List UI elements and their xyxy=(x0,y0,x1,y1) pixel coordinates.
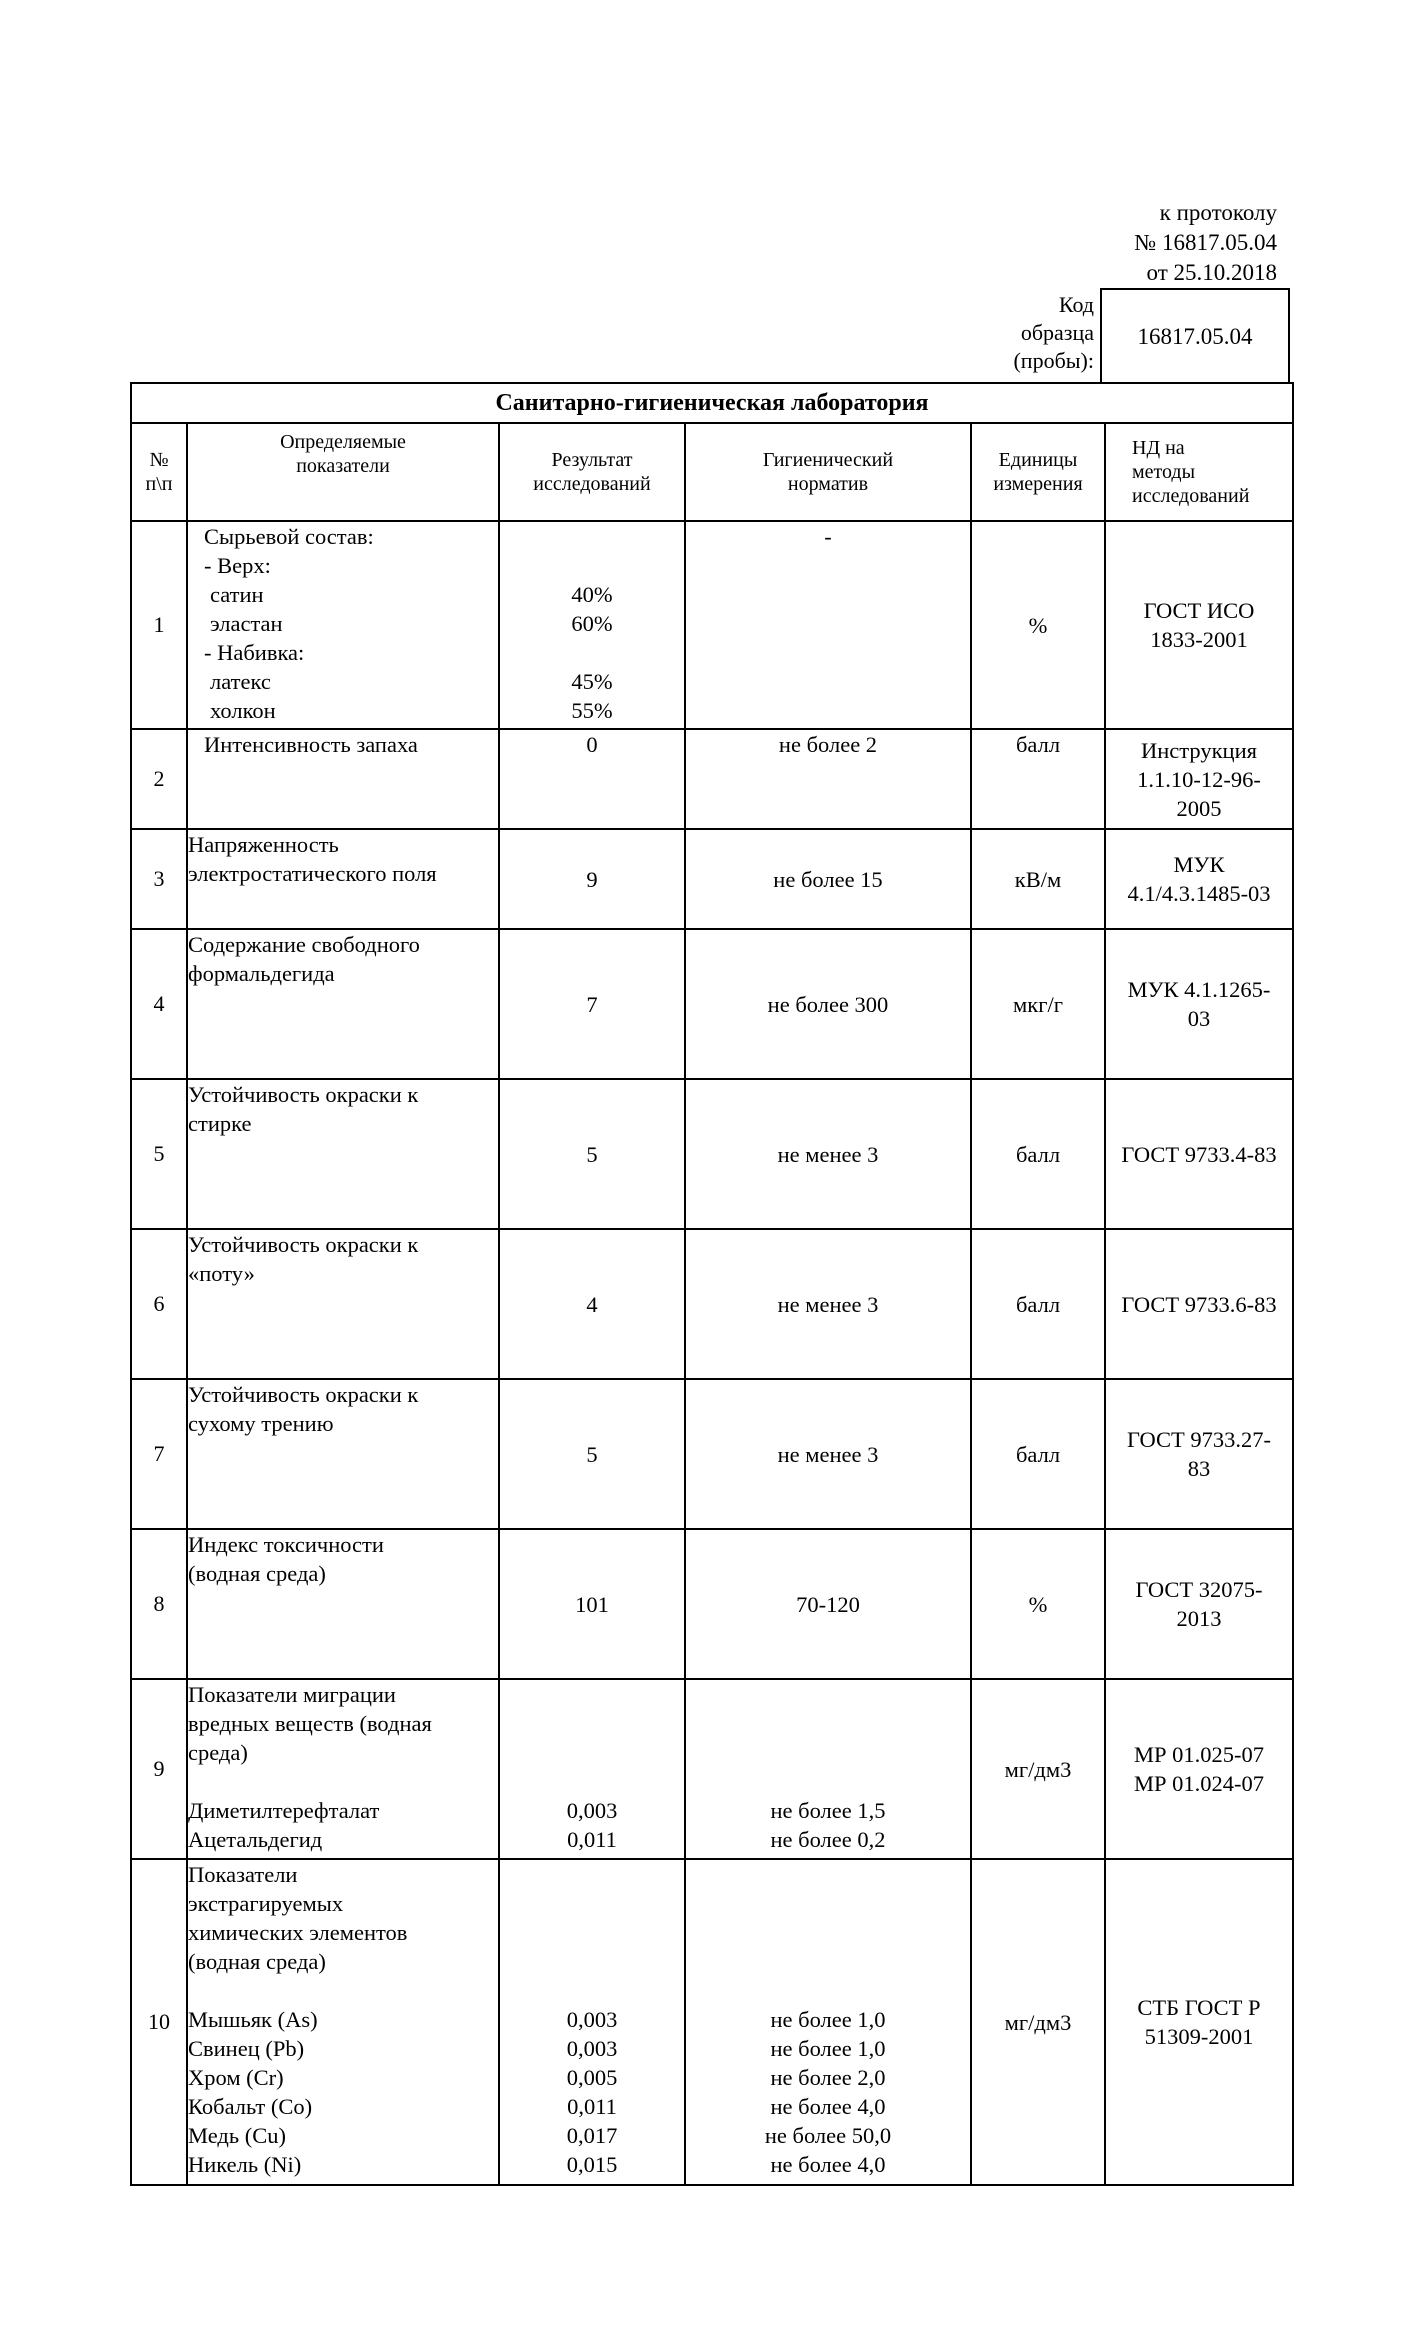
indicator-line: Показатели xyxy=(188,1862,298,1887)
method-line: 51309-2001 xyxy=(1144,2024,1254,2049)
row-number: 1 xyxy=(131,521,187,729)
row-norm xyxy=(685,1859,971,2185)
row-number: 8 xyxy=(131,1529,187,1679)
result-value xyxy=(500,1918,684,1947)
row-norm xyxy=(685,1529,971,1679)
row-norm xyxy=(685,829,971,929)
norm-value xyxy=(686,1767,970,1796)
col-header-result xyxy=(499,423,685,521)
row-indicator xyxy=(187,1079,499,1229)
result-value xyxy=(500,1680,684,1709)
row-result xyxy=(499,1859,685,2185)
indicator-line: эластан xyxy=(210,611,283,636)
result-value xyxy=(500,1947,684,1976)
result-value xyxy=(500,1860,684,1889)
table-row xyxy=(131,1529,1293,1679)
indicator-line: Свинец (Pb) xyxy=(188,2036,305,2061)
results-table xyxy=(130,382,1294,2186)
method-line: 2005 xyxy=(1176,795,1222,821)
indicator-line: Ацетальдегид xyxy=(188,1827,323,1852)
result-value: 9 xyxy=(586,866,598,892)
result-value xyxy=(500,1767,684,1796)
indicator-line: химических элементов xyxy=(188,1920,408,1945)
table-row xyxy=(131,1229,1293,1379)
norm-value: не более 4,0 xyxy=(770,2094,886,2119)
row-units: мг/дм3 xyxy=(971,1859,1105,2185)
row-units: % xyxy=(971,1529,1105,1679)
row-number: 5 xyxy=(131,1079,187,1229)
method-line: ГОСТ 9733.27- xyxy=(1127,1427,1271,1452)
row-result xyxy=(499,1079,685,1229)
row-indicator xyxy=(187,829,499,929)
col-header-line: п\п xyxy=(145,473,173,495)
result-value: 0,003 xyxy=(566,2007,618,2032)
indicator-line: Диметилтерефталат xyxy=(188,1798,380,1823)
result-value: 101 xyxy=(575,1591,609,1617)
indicator-line: формальдегида xyxy=(188,961,335,986)
method-line: Инструкция xyxy=(1141,737,1257,763)
row-indicator xyxy=(187,521,499,729)
row-norm xyxy=(685,929,971,1079)
norm-value xyxy=(686,1860,970,1889)
col-header-line: НД на xyxy=(1132,437,1185,459)
row-method xyxy=(1105,729,1293,829)
col-header-num xyxy=(131,423,187,521)
sample-code-label-line: Код xyxy=(1058,292,1094,317)
col-header-line: исследований xyxy=(533,473,651,495)
result-value xyxy=(500,1976,684,2005)
row-units: мкг/г xyxy=(971,929,1105,1079)
indicator-line: сатин xyxy=(210,582,264,607)
method-line: 1833-2001 xyxy=(1150,627,1248,652)
row-norm xyxy=(685,1229,971,1379)
result-value xyxy=(500,522,684,551)
indicator-line: (водная среда) xyxy=(188,1949,326,1974)
row-method xyxy=(1105,1079,1293,1229)
norm-value xyxy=(686,1709,970,1738)
norm-value: не более 4,0 xyxy=(770,2152,886,2177)
row-indicator xyxy=(187,1379,499,1529)
row-result xyxy=(499,521,685,729)
row-number: 7 xyxy=(131,1379,187,1529)
norm-value xyxy=(686,1976,970,2005)
row-method xyxy=(1105,929,1293,1079)
method-line: 03 xyxy=(1187,1006,1211,1031)
indicator-line: Содержание свободного xyxy=(188,932,420,957)
col-header-line: измерения xyxy=(993,473,1083,495)
indicator-line: Напряженность xyxy=(188,832,339,857)
method-line: 2013 xyxy=(1176,1606,1222,1631)
indicator-line: - Верх: xyxy=(204,553,271,578)
indicator-line: Устойчивость окраски к xyxy=(188,1082,419,1107)
norm-value xyxy=(686,1918,970,1947)
row-result xyxy=(499,729,685,829)
result-value: 40% xyxy=(571,582,613,607)
result-value xyxy=(500,1738,684,1767)
row-number: 4 xyxy=(131,929,187,1079)
result-value: 0,005 xyxy=(566,2065,618,2090)
method-line: МР 01.024-07 xyxy=(1133,1771,1264,1796)
indicator-line xyxy=(188,1767,498,1796)
result-value: 45% xyxy=(571,669,613,694)
table-row xyxy=(131,729,1293,829)
row-units: балл xyxy=(971,1229,1105,1379)
norm-value: не менее 3 xyxy=(777,1141,879,1167)
method-line: МУК 4.1.1265- xyxy=(1127,977,1271,1002)
result-value: 0,015 xyxy=(566,2152,618,2177)
norm-value: не более 50,0 xyxy=(764,2123,892,2148)
row-indicator xyxy=(187,1679,499,1859)
indicator-line: - Набивка: xyxy=(204,640,305,665)
row-result xyxy=(499,1379,685,1529)
col-header-indicator xyxy=(187,423,499,521)
norm-value: не менее 3 xyxy=(777,1291,879,1317)
indicator-line: Устойчивость окраски к xyxy=(188,1232,419,1257)
norm-value: не более 1,0 xyxy=(770,2036,886,2061)
result-value xyxy=(500,638,684,667)
row-method xyxy=(1105,1229,1293,1379)
table-row xyxy=(131,1859,1293,2185)
protocol-header xyxy=(977,198,1277,288)
result-value: 55% xyxy=(571,698,613,723)
result-value: 0,003 xyxy=(566,2036,618,2061)
row-indicator xyxy=(187,1229,499,1379)
indicator-line: экстрагируемых xyxy=(188,1891,344,1916)
norm-value xyxy=(686,1738,970,1767)
indicator-line: Кобальт (Co) xyxy=(188,2094,313,2119)
indicator-line: (водная среда) xyxy=(188,1561,326,1586)
sample-code-value: 16817.05.04 xyxy=(1100,288,1290,384)
col-header-line: Гигиенический xyxy=(762,449,894,471)
norm-value: не более 2,0 xyxy=(770,2065,886,2090)
method-line: 1.1.10-12-96- xyxy=(1137,766,1261,792)
result-value: 5 xyxy=(586,1141,598,1167)
indicator-line: среда) xyxy=(188,1740,248,1765)
row-units: % xyxy=(971,521,1105,729)
row-units: кВ/м xyxy=(971,829,1105,929)
result-value: 5 xyxy=(586,1441,598,1467)
protocol-ref-line: к протоколу xyxy=(1159,200,1277,225)
row-number: 10 xyxy=(131,1859,187,2185)
row-method xyxy=(1105,1859,1293,2185)
result-value: 0 xyxy=(586,732,598,757)
row-method xyxy=(1105,1679,1293,1859)
result-value: 0,017 xyxy=(566,2123,618,2148)
row-method xyxy=(1105,1379,1293,1529)
row-method xyxy=(1105,521,1293,729)
indicator-line: Мышьяк (As) xyxy=(188,2007,318,2032)
indicator-line: стирке xyxy=(188,1111,252,1136)
row-norm xyxy=(685,729,971,829)
table-row xyxy=(131,521,1293,729)
result-value: 4 xyxy=(586,1291,598,1317)
norm-value: не более 300 xyxy=(767,991,889,1017)
indicator-line: латекс xyxy=(210,669,271,694)
sample-code-block xyxy=(980,288,1292,384)
row-units: балл xyxy=(971,729,1105,829)
result-value: 0,011 xyxy=(567,1827,617,1852)
col-header-line: методы xyxy=(1132,461,1196,483)
method-line: МУК xyxy=(1173,852,1225,877)
row-indicator xyxy=(187,1859,499,2185)
result-value: 0,011 xyxy=(567,2094,617,2119)
indicator-line: вредных веществ (водная xyxy=(188,1711,432,1736)
norm-value: - xyxy=(824,524,832,549)
method-line: ГОСТ 9733.6-83 xyxy=(1121,1291,1277,1317)
col-header-method xyxy=(1105,423,1293,521)
indicator-line: «поту» xyxy=(188,1261,255,1286)
norm-value: не более 1,0 xyxy=(770,2007,886,2032)
indicator-line xyxy=(188,1976,498,2005)
col-header-line: исследований xyxy=(1132,485,1250,507)
col-header-line: показатели xyxy=(296,455,390,477)
sample-code-label-line: (пробы): xyxy=(1013,348,1094,373)
col-header-line: норматив xyxy=(787,473,869,495)
row-result xyxy=(499,1229,685,1379)
lab-title: Санитарно-гигиеническая лаборатория xyxy=(131,383,1293,423)
norm-value: не более 2 xyxy=(778,732,878,757)
method-line: ГОСТ 9733.4-83 xyxy=(1121,1141,1277,1167)
row-norm xyxy=(685,1679,971,1859)
col-header-line: Единицы xyxy=(998,449,1078,471)
row-norm xyxy=(685,1079,971,1229)
row-number: 2 xyxy=(131,729,187,829)
row-norm xyxy=(685,521,971,729)
row-result xyxy=(499,1529,685,1679)
sample-code-label xyxy=(980,288,1098,384)
indicator-line: Показатели миграции xyxy=(188,1682,396,1707)
result-value xyxy=(500,1889,684,1918)
protocol-date: от 25.10.2018 xyxy=(1146,260,1277,285)
indicator-line: Никель (Ni) xyxy=(188,2152,302,2177)
protocol-number: № 16817.05.04 xyxy=(1134,230,1277,255)
col-header-norm xyxy=(685,423,971,521)
row-number: 9 xyxy=(131,1679,187,1859)
method-line: 4.1/4.3.1485-03 xyxy=(1127,881,1271,906)
indicator-line: электростатического поля xyxy=(188,861,437,886)
row-units: балл xyxy=(971,1379,1105,1529)
indicator-line: Интенсивность запаха xyxy=(204,732,418,757)
result-value: 7 xyxy=(586,991,598,1017)
row-number: 6 xyxy=(131,1229,187,1379)
table-row xyxy=(131,929,1293,1079)
col-header-line: № xyxy=(149,449,169,471)
column-header-row xyxy=(131,423,1293,521)
norm-value: не более 1,5 xyxy=(770,1798,886,1823)
indicator-line: сухому трению xyxy=(188,1411,334,1436)
norm-value: не более 15 xyxy=(773,866,883,892)
row-result xyxy=(499,929,685,1079)
col-header-line: Результат xyxy=(551,449,633,471)
row-units: балл xyxy=(971,1079,1105,1229)
row-result xyxy=(499,1679,685,1859)
norm-value xyxy=(686,1889,970,1918)
col-header-units xyxy=(971,423,1105,521)
result-value: 0,003 xyxy=(566,1798,618,1823)
method-line: СТБ ГОСТ Р xyxy=(1137,1995,1261,2020)
row-units: мг/дм3 xyxy=(971,1679,1105,1859)
norm-value xyxy=(686,1680,970,1709)
indicator-line: Устойчивость окраски к xyxy=(188,1382,419,1407)
row-norm xyxy=(685,1379,971,1529)
norm-value xyxy=(686,1947,970,1976)
row-indicator xyxy=(187,929,499,1079)
row-indicator xyxy=(187,1529,499,1679)
result-value xyxy=(500,1709,684,1738)
row-number: 3 xyxy=(131,829,187,929)
norm-value: не более 0,2 xyxy=(770,1827,886,1852)
row-method xyxy=(1105,1529,1293,1679)
indicator-line: Хром (Cr) xyxy=(188,2065,284,2090)
table-row xyxy=(131,829,1293,929)
norm-value: не менее 3 xyxy=(777,1441,879,1467)
row-result xyxy=(499,829,685,929)
indicator-line: холкон xyxy=(210,698,276,723)
result-value xyxy=(500,551,684,580)
row-indicator xyxy=(187,729,499,829)
col-header-line: Определяемые xyxy=(280,431,406,453)
table-body xyxy=(131,521,1293,2185)
row-method xyxy=(1105,829,1293,929)
indicator-line: Медь (Cu) xyxy=(188,2123,286,2148)
indicator-line: Сырьевой состав: xyxy=(204,524,374,549)
method-line: МР 01.025-07 xyxy=(1133,1742,1264,1767)
table-row xyxy=(131,1679,1293,1859)
table-row xyxy=(131,1379,1293,1529)
method-line: 83 xyxy=(1187,1456,1211,1481)
result-value: 60% xyxy=(571,611,613,636)
method-line: ГОСТ ИСО xyxy=(1143,598,1255,623)
table-row xyxy=(131,1079,1293,1229)
norm-value: 70-120 xyxy=(796,1591,860,1617)
indicator-line: Индекс токсичности xyxy=(188,1532,384,1557)
sample-code-label-line: образца xyxy=(1020,320,1094,345)
method-line: ГОСТ 32075- xyxy=(1135,1577,1263,1602)
